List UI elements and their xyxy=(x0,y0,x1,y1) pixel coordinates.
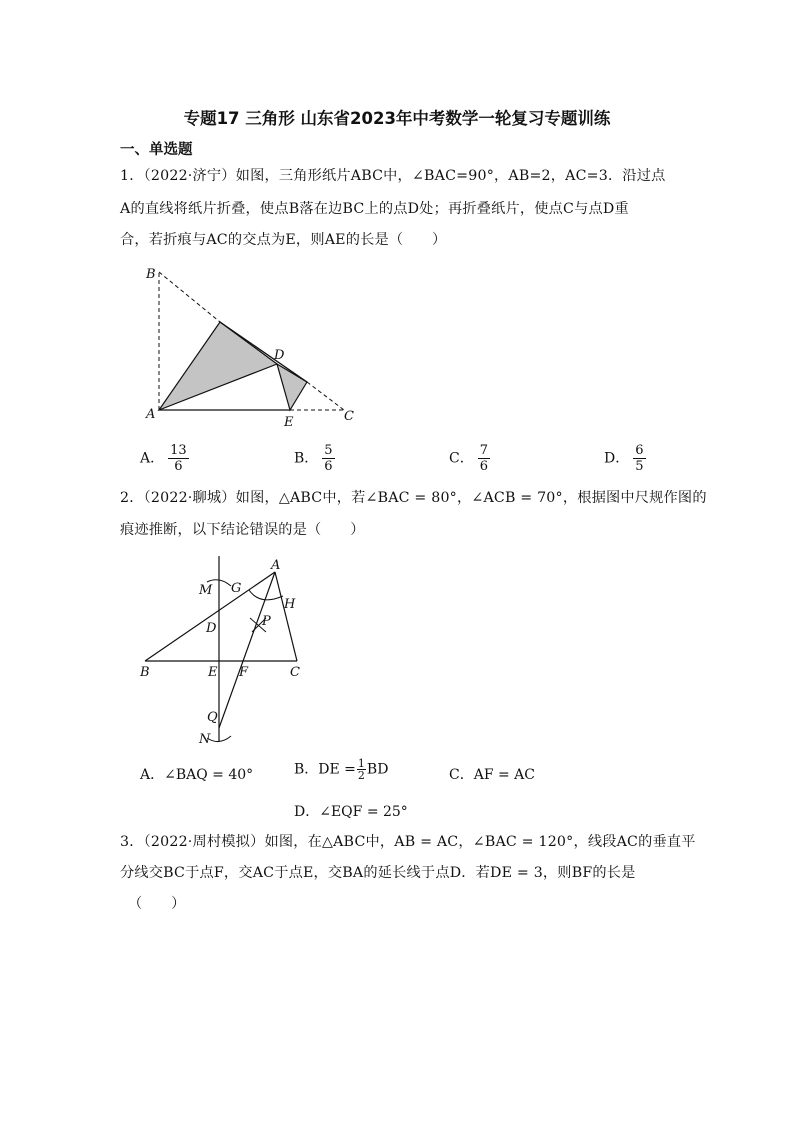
q1-label-c: C xyxy=(344,409,354,424)
q1-shaded-triangle-left xyxy=(159,322,277,410)
q2-label-n: N xyxy=(199,732,211,747)
q1-option-a[interactable] xyxy=(140,443,189,474)
q2-option-d[interactable]: D．∠EQF = 25° xyxy=(294,804,408,820)
q1-option-c[interactable] xyxy=(449,443,490,474)
q1-text-line-1: 1．（2022·济宁）如图，三角形纸片ABC中，∠BAC=90°，AB=2，AC=3．沿过点 xyxy=(120,168,666,184)
q1-option-b-numerator: 5 xyxy=(324,443,333,458)
q1-text-line-2: A的直线将纸片折叠，使点B落在边BC上的点D处；再折叠纸片，使点C与点D重 xyxy=(120,201,629,217)
q1-label-d: D xyxy=(274,348,285,363)
q2-label-g: G xyxy=(231,581,242,596)
section-heading: 一、单选题 xyxy=(120,142,193,158)
q2-label-q: Q xyxy=(207,710,218,725)
q2-option-b-numerator: 1 xyxy=(357,757,365,770)
q2-label-m: M xyxy=(199,583,213,598)
q1-option-d-letter: D． xyxy=(604,450,630,467)
q2-text-line-1: 2．（2022·聊城）如图，△ABC中，若∠BAC = 80°，∠ACB = 70°，根据图中尺规作图的 xyxy=(120,490,707,506)
q1-option-c-denominator: 6 xyxy=(479,459,488,474)
q1-option-c-numerator: 7 xyxy=(479,443,488,458)
q1-figure xyxy=(130,262,370,432)
q1-option-d-denominator: 5 xyxy=(635,459,644,474)
q2-label-d: D xyxy=(206,621,217,636)
q1-text-line-3: 合，若折痕与AC的交点为E，则AE的长是（ ） xyxy=(120,232,447,248)
q1-option-b-letter: B． xyxy=(294,450,319,467)
q1-option-d[interactable] xyxy=(604,443,646,474)
q2-label-b: B xyxy=(140,665,150,680)
q2-label-c: C xyxy=(290,665,300,680)
q1-option-c-letter: C． xyxy=(449,450,474,467)
q2-option-b-prefix: B．DE = xyxy=(294,761,356,778)
q2-label-a: A xyxy=(271,558,281,573)
q1-option-b-denominator: 6 xyxy=(324,459,333,474)
q1-option-a-letter: A． xyxy=(140,450,165,467)
q2-option-a[interactable]: A．∠BAQ = 40° xyxy=(140,767,254,783)
q3-text-line-2: 分线交BC于点F，交AC于点E，交BA的延长线于点D．若DE = 3，则BF的长是 xyxy=(120,865,636,881)
q2-option-c[interactable]: C．AF = AC xyxy=(449,767,535,783)
q1-label-a: A xyxy=(146,407,156,422)
q2-option-b-suffix: BD xyxy=(366,761,389,778)
q1-option-d-numerator: 6 xyxy=(635,443,644,458)
q2-option-b[interactable] xyxy=(294,758,388,781)
q1-option-b[interactable] xyxy=(294,443,335,474)
q3-text-line-3: （ ） xyxy=(128,896,186,912)
q2-option-b-denominator: 2 xyxy=(357,769,365,782)
q1-option-a-denominator: 6 xyxy=(174,459,183,474)
q1-label-b: B xyxy=(146,267,156,282)
q2-text-line-2: 痕迹推断，以下结论错误的是（ ） xyxy=(120,522,365,538)
q2-figure xyxy=(135,550,315,750)
q2-label-h: H xyxy=(284,597,296,612)
page-title: 专题17 三角形 山东省2023年中考数学一轮复习专题训练 xyxy=(183,109,611,128)
q3-text-line-1: 3．（2022·周村模拟）如图，在△ABC中，AB = AC，∠BAC = 120°，线段AC的垂直平 xyxy=(120,834,696,850)
q2-label-f: F xyxy=(239,665,249,680)
q2-label-p: P xyxy=(262,614,271,629)
q1-option-a-numerator: 13 xyxy=(170,443,187,458)
q2-label-e: E xyxy=(208,665,218,680)
q1-label-e: E xyxy=(284,415,294,430)
